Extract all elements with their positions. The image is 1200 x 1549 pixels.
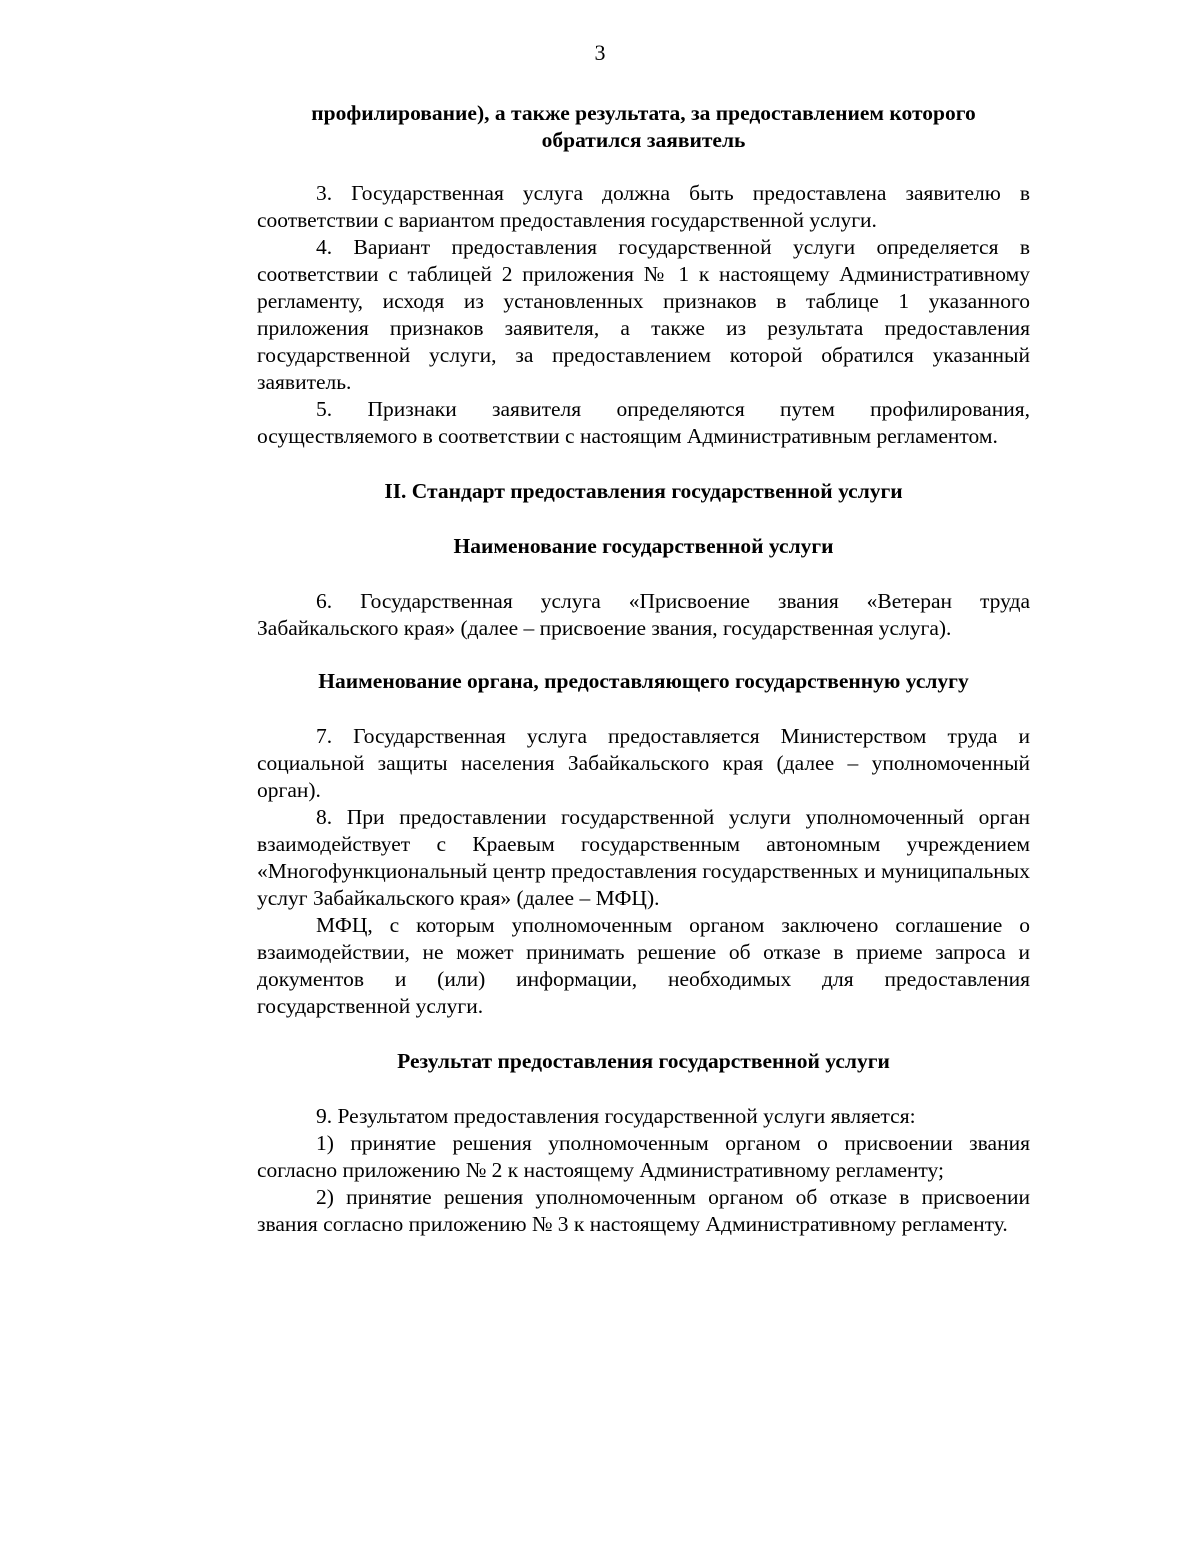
document-body	[257, 100, 1030, 1238]
list-item-1: 1) принятие решения уполномоченным органом о присвоении звания согласно приложению № 2 к настоящему Административному регламенту;	[257, 1131, 1030, 1182]
heading-organ: Наименование органа, предоставляющего государственную услугу	[318, 669, 969, 693]
paragraph-9: 9. Результатом предоставления государственной услуги является:	[316, 1104, 916, 1128]
page-number: 3	[594, 40, 606, 65]
top-heading-line-2: обратился заявитель	[541, 128, 746, 152]
section-title: II. Стандарт предоставления государственной услуги	[384, 479, 903, 503]
heading-result: Результат предоставления государственной услуги	[397, 1049, 890, 1073]
paragraph-8: 8. При предоставлении государственной услуги уполномоченный орган взаимодействует с Краевым государственным автономным учреждением «Многофункциональный центр предоставления государственных и муниципальных услуг Забайкальского края» (далее – МФЦ).	[257, 805, 1030, 910]
paragraph-4: 4. Вариант предоставления государственной услуги определяется в соответствии с таблицей 2 приложения № 1 к настоящему Административному регламенту, исходя из установленных признаков в таблице 1 указанного приложения признаков заявителя, а также из результата предоставления государственной услуги, за предоставлением которой обратился указанный заявитель.	[257, 235, 1030, 394]
paragraph-3: 3. Государственная услуга должна быть предоставлена заявителю в соответствии с вариантом предоставления государственной услуги.	[257, 181, 1030, 232]
paragraph-6: 6. Государственная услуга «Присвоение звания «Ветеран труда Забайкальского края» (далее – присвоение звания, государственная услуга).	[257, 589, 1030, 640]
paragraph-5: 5. Признаки заявителя определяются путем профилирования, осуществляемого в соответствии с настоящим Административным регламентом.	[257, 397, 1030, 448]
paragraph-7: 7. Государственная услуга предоставляется Министерством труда и социальной защиты населения Забайкальского края (далее – уполномоченный орган).	[257, 724, 1030, 802]
list-item-2: 2) принятие решения уполномоченным органом об отказе в присвоении звания согласно приложению № 3 к настоящему Административному регламенту.	[257, 1185, 1030, 1236]
paragraph-mfc: МФЦ, с которым уполномоченным органом заключено соглашение о взаимодействии, не может принимать решение об отказе в приеме запроса и документов и (или) информации, необходимых для предоставления государственной услуги.	[257, 913, 1030, 1018]
top-heading-line-1: профилирование), а также результата, за предоставлением которого	[311, 101, 976, 125]
heading-service-name: Наименование государственной услуги	[453, 534, 834, 558]
